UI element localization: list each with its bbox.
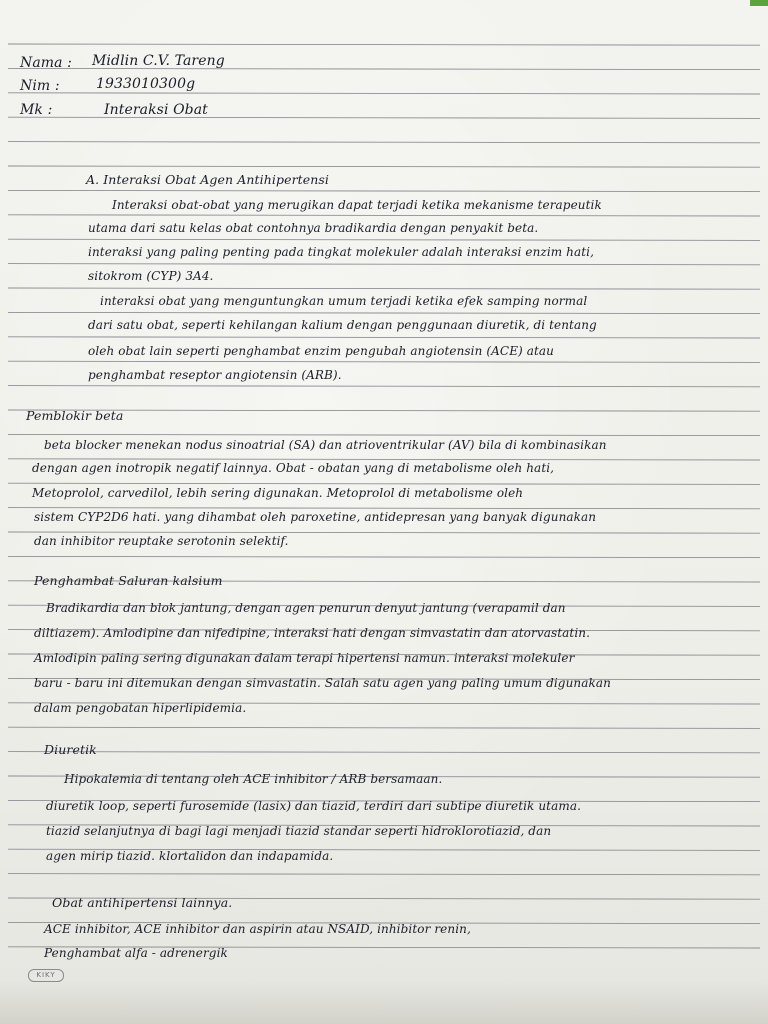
nim-label: Nim : — [20, 78, 60, 94]
saluran-kalsium-line: diltiazem). Amlodipine dan nifedipine, interaksi hati dengan simvastatin dan atorvastatin. — [34, 626, 591, 640]
rule-line — [8, 361, 760, 362]
diuretik-line: diuretik loop, seperti furosemide (lasix) dan tiazid, terdiri dari subtipe diuretik utama. — [46, 799, 581, 813]
saluran-kalsium-line: dalam pengobatan hiperlipidemia. — [34, 701, 247, 715]
section-a-title: A. Interaksi Obat Agen Antihipertensi — [86, 172, 330, 187]
rule-line — [8, 874, 760, 875]
pemblokir-beta-line: dan inhibitor reuptake serotonin selektif. — [34, 534, 289, 548]
diuretik-line: agen mirip tiazid. klortalidon dan indapamida. — [46, 849, 334, 863]
section-a-line: penghambat reseptor angiotensin (ARB). — [88, 368, 342, 382]
heading-diuretik: Diuretik — [44, 742, 97, 757]
saluran-kalsium-line: baru - baru ini ditemukan dengan simvastatin. Salah satu agen yang paling umum digunakan — [34, 676, 611, 690]
heading-saluran-kalsium: Penghambat Saluran kalsium — [34, 573, 223, 588]
saluran-kalsium-line: Amlodipin paling sering digunakan dalam terapi hipertensi namun. interaksi molekuler — [34, 651, 575, 665]
pemblokir-beta-line: sistem CYP2D6 hati. yang dihambat oleh paroxetine, antidepresan yang banyak digunakan — [34, 510, 597, 524]
bottom-shadow — [0, 980, 768, 1024]
mk-label: Mk : — [20, 102, 53, 118]
notebook-brand-logo: KIKY — [28, 969, 64, 982]
rule-line — [8, 752, 760, 753]
rule-line — [8, 556, 760, 557]
section-a-line: utama dari satu kelas obat contohnya bradikardia dengan penyakit beta. — [88, 221, 539, 235]
lainnya-line: ACE inhibitor, ACE inhibitor dan aspirin atau NSAID, inhibitor renin, — [44, 922, 471, 936]
section-a-line: Interaksi obat-obat yang merugikan dapat terjadi ketika mekanisme terapeutik — [112, 198, 602, 212]
section-a-line: interaksi obat yang menguntungkan umum terjadi ketika efek samping normal — [100, 294, 588, 308]
rule-line — [8, 190, 760, 191]
heading-pemblokir-beta: Pemblokir beta — [26, 408, 124, 423]
rule-line — [8, 386, 760, 387]
nama-value: Midlin C.V. Tareng — [92, 53, 225, 69]
mk-value: Interaksi Obat — [104, 102, 208, 118]
rule-line — [8, 215, 760, 216]
pemblokir-beta-line: dengan agen inotropik negatif lainnya. Obat - obatan yang di metabolisme oleh hati, — [32, 461, 555, 475]
diuretik-line: Hipokalemia di tentang oleh ACE inhibitor / ARB bersamaan. — [64, 772, 443, 786]
heading-obat-lainnya: Obat antihipertensi lainnya. — [52, 895, 233, 910]
rule-line — [8, 288, 760, 289]
section-a-line: oleh obat lain seperti penghambat enzim pengubah angiotensin (ACE) atau — [88, 344, 555, 358]
diuretik-line: tiazid selanjutnya di bagi lagi menjadi tiazid standar seperti hidroklorotiazid, dan — [46, 824, 552, 838]
pemblokir-beta-line: beta blocker menekan nodus sinoatrial (SA) dan atrioventrikular (AV) bila di kombinasikan — [44, 438, 607, 452]
rule-line — [8, 312, 760, 313]
rule-line — [8, 93, 760, 94]
lainnya-line: Penghambat alfa - adrenergik — [44, 946, 228, 960]
corner-tab-mark — [750, 0, 768, 6]
rule-line — [8, 264, 760, 265]
nim-value: 1933010300g — [96, 76, 196, 92]
nama-label: Nama : — [20, 55, 72, 71]
pemblokir-beta-line: Metoprolol, carvedilol, lebih sering digunakan. Metoprolol di metabolisme oleh — [32, 486, 524, 500]
section-a-line: dari satu obat, seperti kehilangan kalium dengan penggunaan diuretik, di tentang — [88, 318, 597, 332]
rule-line — [8, 337, 760, 338]
rule-line — [8, 44, 760, 45]
rule-line — [8, 727, 760, 728]
rule-line — [8, 434, 760, 435]
rule-line — [8, 239, 760, 240]
rule-line — [8, 166, 760, 167]
saluran-kalsium-line: Bradikardia dan blok jantung, dengan agen penurun denyut jantung (verapamil dan — [46, 601, 566, 615]
rule-line — [8, 142, 760, 143]
section-a-line: sitokrom (CYP) 3A4. — [88, 269, 214, 283]
section-a-line: interaksi yang paling penting pada tingkat molekuler adalah interaksi enzim hati, — [88, 245, 595, 259]
